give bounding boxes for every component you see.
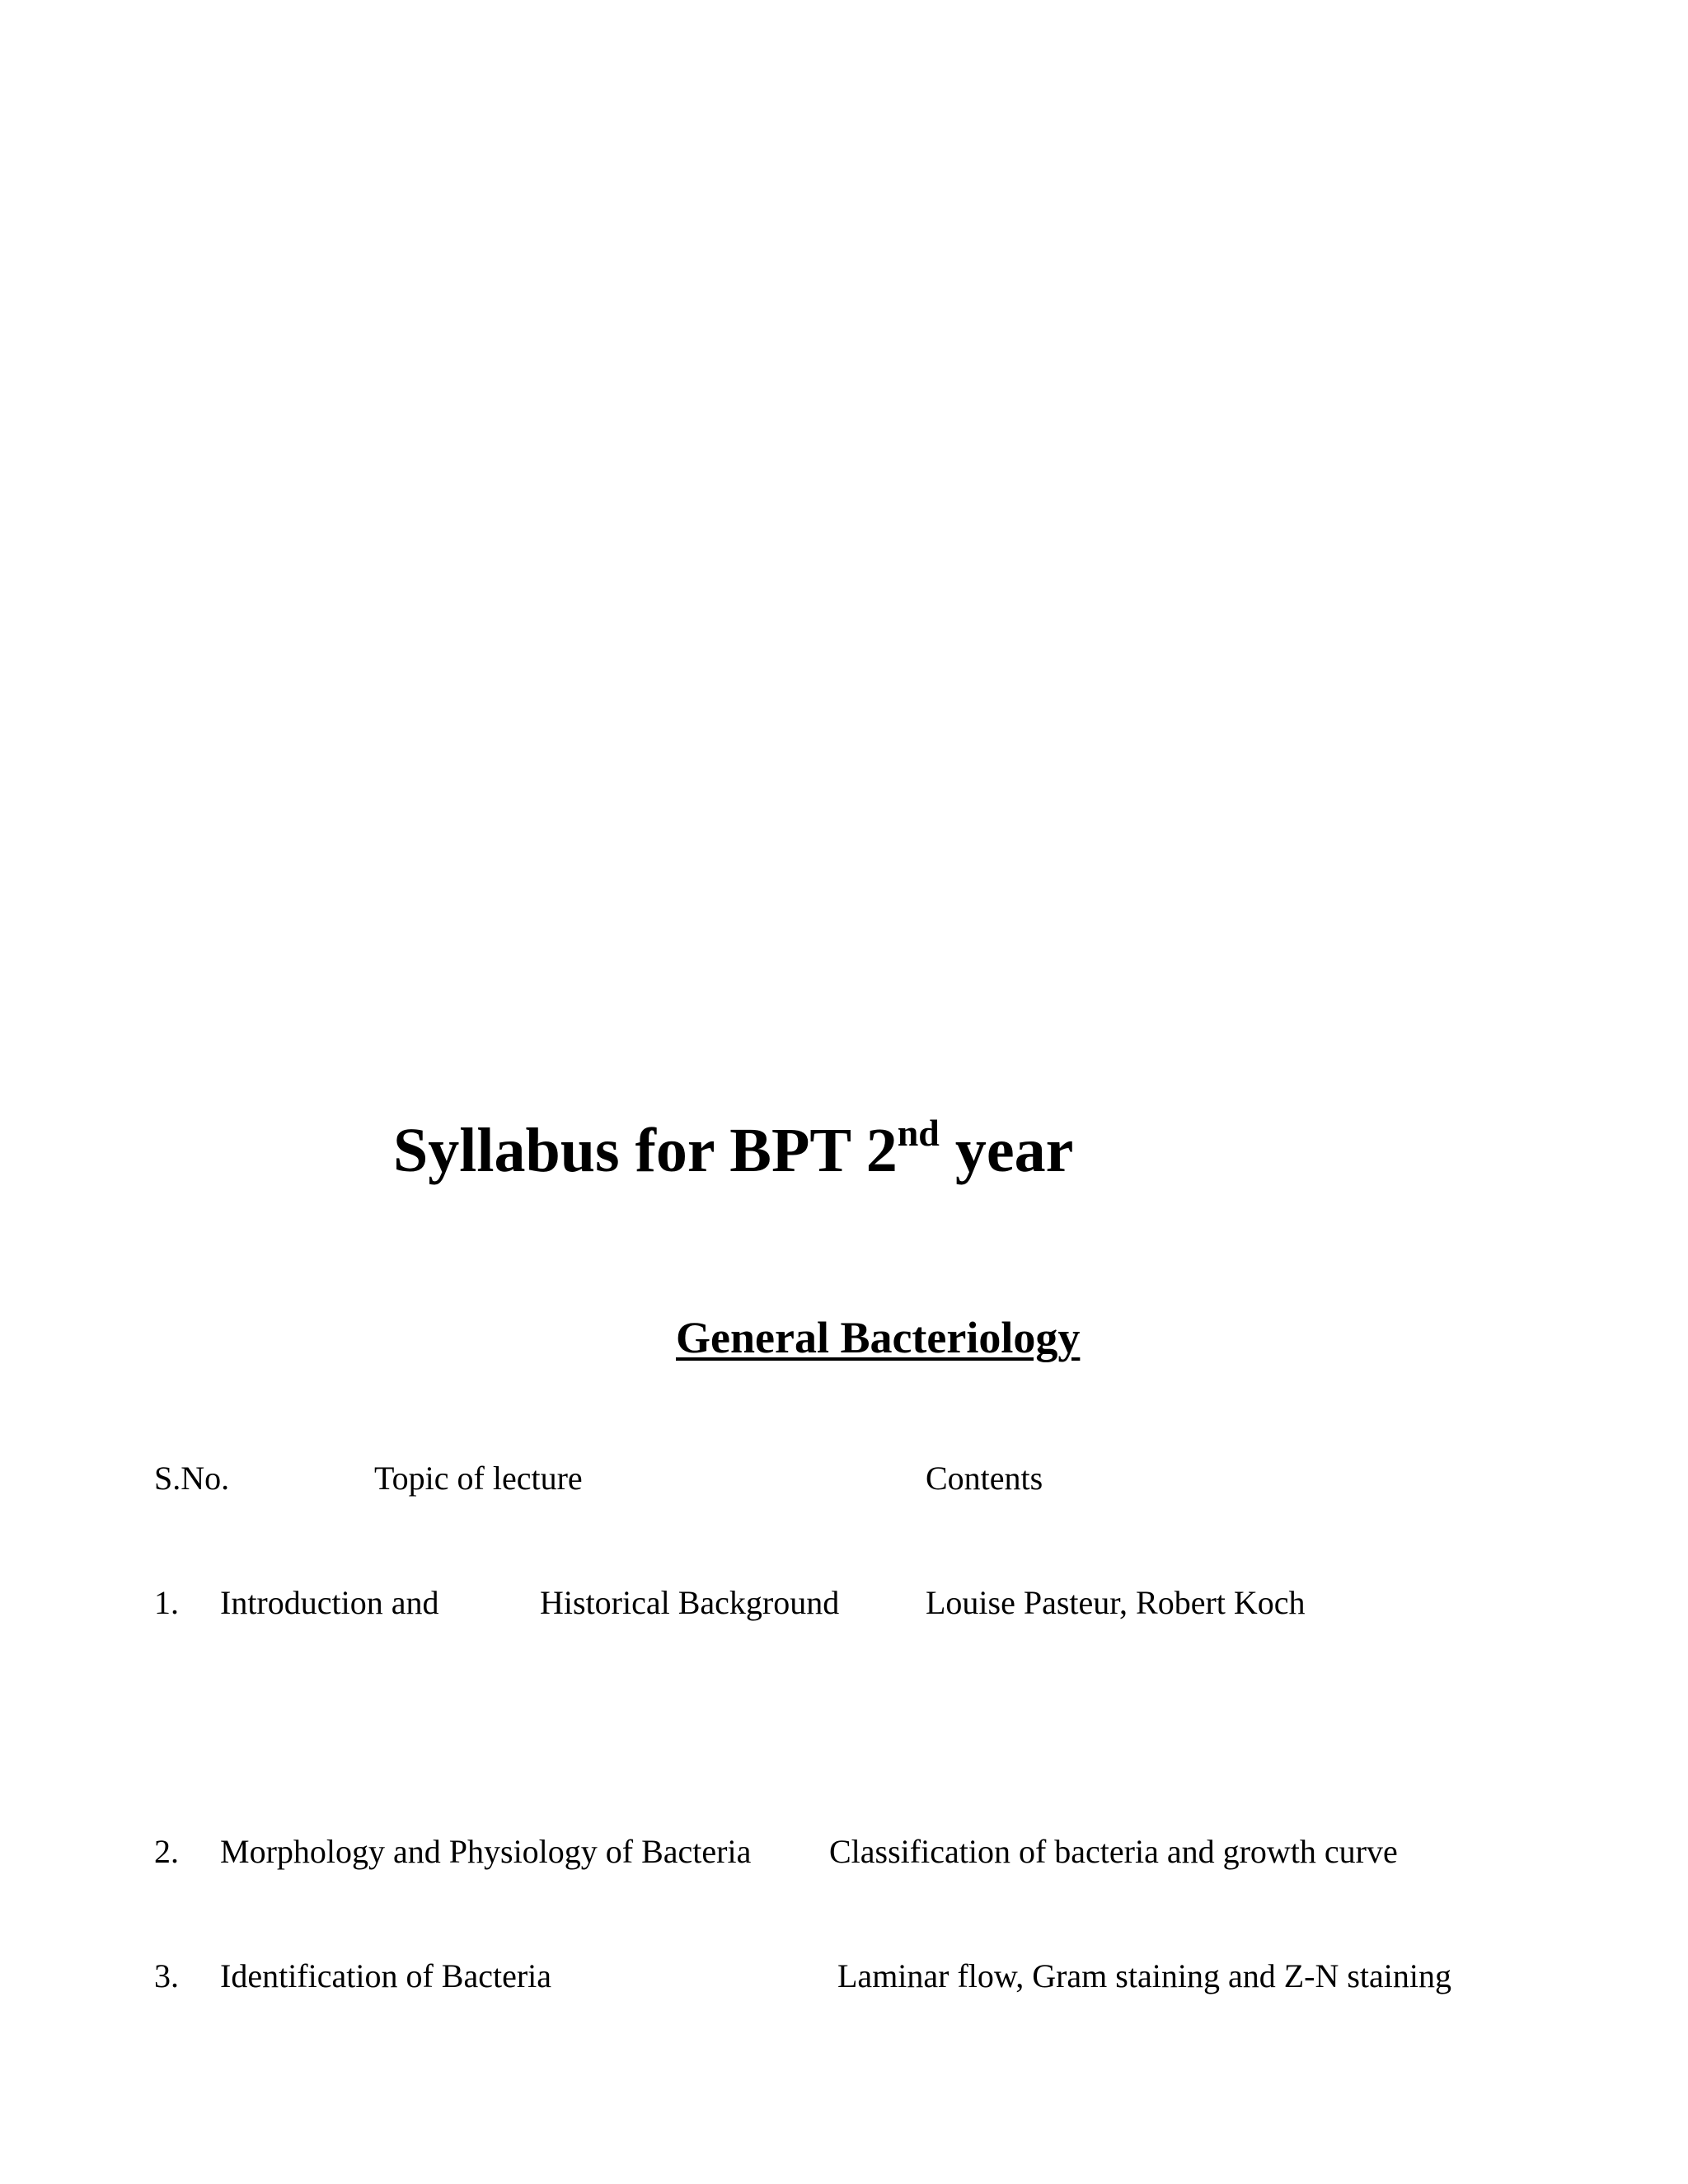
row-1-topic-part2: Historical Background xyxy=(540,1584,840,1621)
row-2-sno: 2. xyxy=(154,1833,179,1870)
row-2-topic: Morphology and Physiology of Bacteria xyxy=(220,1833,752,1870)
page-title xyxy=(393,1112,1074,1185)
header-topic: Topic of lecture xyxy=(374,1460,583,1497)
row-1-sno: 1. xyxy=(154,1584,179,1621)
row-2-contents: Classification of bacteria and growth curve xyxy=(829,1833,1398,1870)
row-1-topic-part1: Introduction and xyxy=(220,1584,439,1621)
row-3-sno: 3. xyxy=(154,1957,179,1994)
title-superscript: nd xyxy=(897,1112,940,1154)
header-sno: S.No. xyxy=(154,1460,230,1497)
row-1-contents: Louise Pasteur, Robert Koch xyxy=(926,1584,1306,1621)
title-prefix: Syllabus for BPT 2 xyxy=(393,1116,898,1185)
header-contents: Contents xyxy=(926,1460,1043,1497)
section-heading: General Bacteriology xyxy=(676,1313,1081,1362)
title-suffix: year xyxy=(939,1116,1074,1185)
row-3-topic: Identification of Bacteria xyxy=(220,1957,552,1994)
row-3-contents: Laminar flow, Gram staining and Z-N staining xyxy=(837,1957,1451,1994)
